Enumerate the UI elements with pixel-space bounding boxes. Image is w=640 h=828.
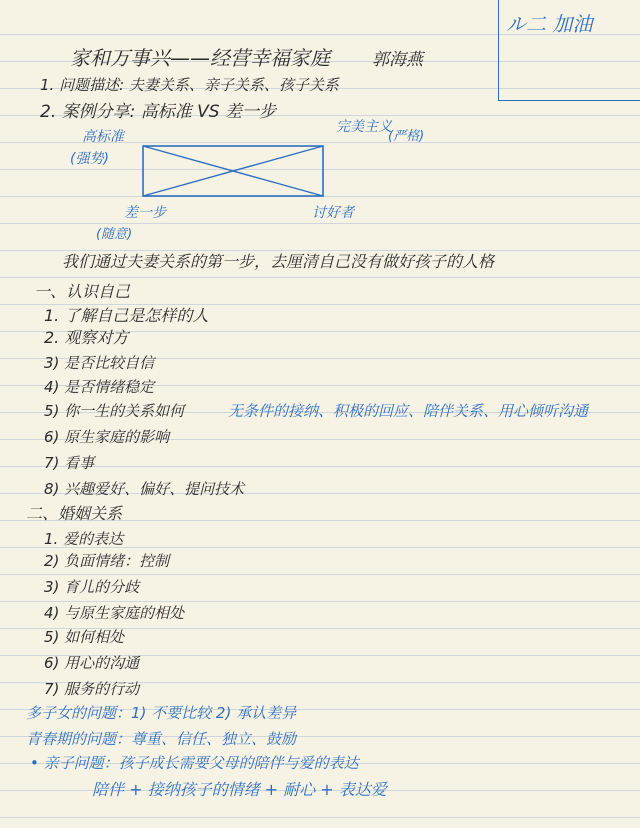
page-title: 家和万事兴——经营幸福家庭 [70, 46, 330, 70]
list-item: 5) 你一生的关系如何 [44, 402, 185, 420]
diagram-label-top-right: 完美主义 [336, 119, 392, 135]
list-item: 8) 兴趣爱好、偏好、提问技术 [44, 480, 245, 498]
note-line: 我们通过夫妻关系的第一步，去厘清自己没有做好孩子的人格 [62, 252, 495, 271]
list-item: 2) 负面情绪：控制 [44, 552, 170, 570]
list-item: 1. 爱的表达 [44, 530, 124, 548]
list-item: 4) 是否情绪稳定 [44, 378, 155, 396]
list-item: 7) 看事 [44, 454, 95, 472]
list-item: 3) 育儿的分歧 [44, 578, 140, 596]
diagram-label-top-left: 高标准 [82, 129, 124, 145]
annotation: 无条件的接纳、积极的回应、陪伴关系、用心倾听沟通 [228, 402, 589, 420]
diagram-label-bottom-right: 讨好者 [312, 205, 354, 221]
list-item: 2. 观察对方 [44, 328, 129, 347]
list-item: 7) 服务的行动 [44, 680, 140, 698]
note-line: 2. 案例分享: 高标准 VS 差一步 [40, 102, 276, 122]
diagram-sublabel-top-left: (强势) [70, 151, 109, 167]
list-item: 1. 了解自己是怎样的人 [44, 306, 209, 325]
section-heading: 一、认识自己 [34, 282, 131, 301]
section-heading: 二、婚姻关系 [26, 504, 123, 523]
annotation: 青春期的问题：尊重、信任、独立、鼓励 [26, 730, 297, 748]
list-item: 6) 原生家庭的影响 [44, 428, 170, 446]
author-name: 郭海燕 [372, 50, 423, 70]
annotation: 陪伴 + 接纳孩子的情绪 + 耐心 + 表达爱 [92, 780, 387, 799]
diagram-sublabel-top-right: (严格) [388, 129, 425, 144]
annotation: 多子女的问题：1) 不要比较 2) 承认差异 [26, 704, 297, 722]
list-item: 4) 与原生家庭的相处 [44, 604, 185, 622]
note-line: 1. 问题描述: 夫妻关系、亲子关系、孩子关系 [40, 76, 339, 94]
diagram-label-bottom-left: 差一步 [124, 205, 166, 221]
corner-note: ル二 加油 [506, 12, 593, 36]
diagram-sublabel-bottom-left: (随意) [96, 227, 133, 242]
list-item: 6) 用心的沟通 [44, 654, 140, 672]
list-item: 5) 如何相处 [44, 628, 125, 646]
annotation: • 亲子问题：孩子成长需要父母的陪伴与爱的表达 [30, 754, 359, 772]
list-item: 3) 是否比较自信 [44, 354, 155, 372]
